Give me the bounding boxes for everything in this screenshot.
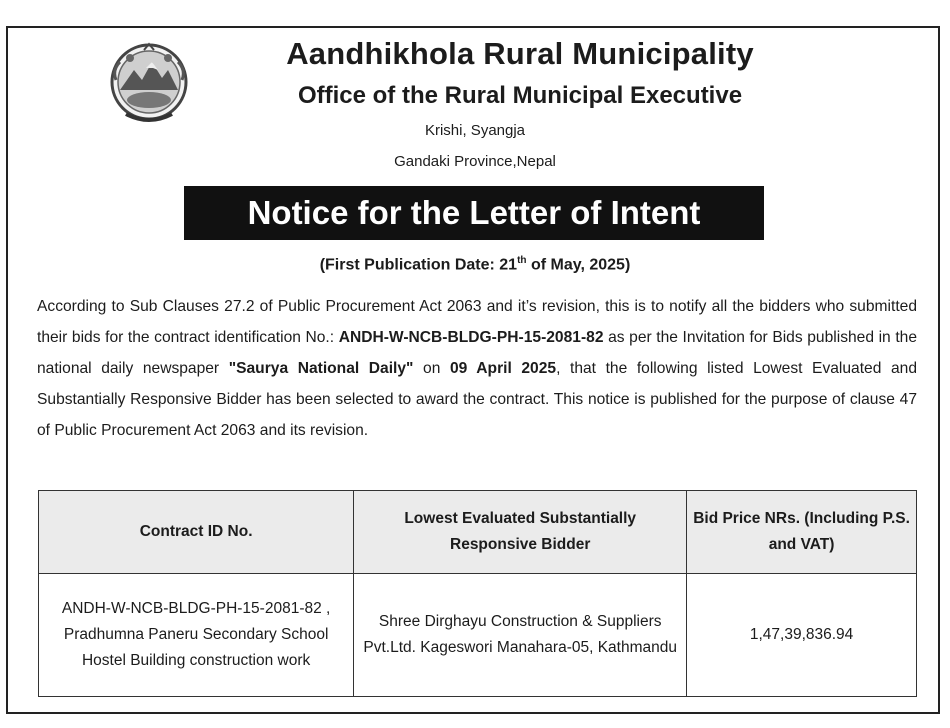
newspaper-name: "Saurya National Daily" [228, 360, 414, 377]
notice-body: According to Sub Clauses 27.2 of Public Procurement Act 2063 and it’s revision, this is to notify all the bidders who submitted their bids for the contract identification No.: ANDH-W-NCB-BLDG-PH-15-2081-82 as per the Invitation for Bids published in the national daily newspaper "Saurya National Daily" on 09 April 2025, that the following listed Lowest Evaluated and Substantially Responsive Bidder has been selected to award the contract. This notice is published for the purpose of clause 47 of Public Procurement Act 2063 and its revision. [37, 298, 917, 439]
header-contract-id: Contract ID No. [39, 491, 354, 574]
notice-title: Notice for the Letter of Intent [184, 186, 764, 240]
office-province: Gandaki Province,Nepal [394, 153, 556, 170]
cell-bid-price: 1,47,39,836.94 [687, 574, 917, 697]
office-name: Office of the Rural Municipal Executive [297, 82, 743, 109]
header-bid-price: Bid Price NRs. (Including P.S. and VAT) [687, 491, 917, 574]
table-row [39, 574, 917, 697]
municipality-name: Aandhikhola Rural Municipality [286, 36, 754, 71]
bid-table [38, 490, 917, 697]
office-location: Krishi, Syangja [424, 122, 526, 139]
publication-date: (First Publication Date: 21th of May, 2025) [319, 255, 631, 274]
ifb-date: 09 April 2025 [449, 360, 557, 377]
header-bidder: Lowest Evaluated Substantially Responsive Bidder [354, 491, 687, 574]
cell-contract-id: ANDH-W-NCB-BLDG-PH-15-2081-82 , Pradhumna Paneru Secondary School Hostel Building construction work [39, 574, 354, 697]
contract-id: ANDH-W-NCB-BLDG-PH-15-2081-82 [338, 329, 604, 346]
cell-bidder: Shree Dirghayu Construction & Suppliers Pvt.Ltd. Kageswori Manahara-05, Kathmandu [354, 574, 687, 697]
